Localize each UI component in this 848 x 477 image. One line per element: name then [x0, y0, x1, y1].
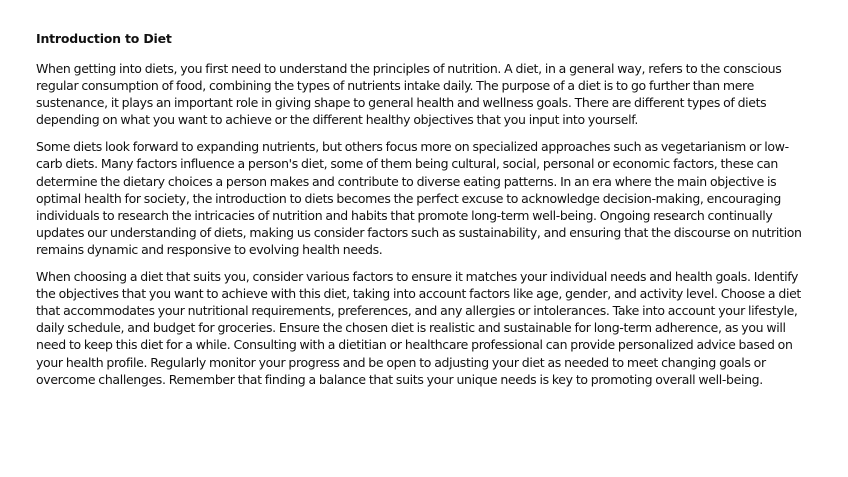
- paragraph-2: Some diets look forward to expanding nutrients, but others focus more on specialized approaches such as vegetarianism or low-carb diets. Many factors influence a person's diet, some of them being cultural, social, personal or economic factors, these can determine the dietary choices a person makes and contribute to diverse eating patterns. In an era where the main objective is optimal health for society, the introduction to diets becomes the perfect excuse to acknowledge decision-making, encouraging individuals to research the intricacies of nutrition and habits that promote long-term well-being. Ongoing research continually updates our understanding of diets, making us consider factors such as sustainability, and ensuring that the discourse on nutrition remains dynamic and responsive to evolving health needs.: [36, 139, 802, 257]
- document-body: [36, 30, 814, 398]
- paragraph-3: When choosing a diet that suits you, consider various factors to ensure it matches your individual needs and health goals. Identify the objectives that you want to achieve with this diet, taking into account factors like age, gender, and activity level. Choose a diet that accommodates your nutritional requirements, preferences, and any allergies or intolerances. Take into account your lifestyle, daily schedule, and budget for groceries. Ensure the chosen diet is realistic and sustainable for long-term adherence, as you will need to keep this diet for a while. Consulting with a dietitian or healthcare professional can provide personalized advice based on your health profile. Regularly monitor your progress and be open to adjusting your diet as needed to meet changing goals or overcome challenges. Remember that finding a balance that suits your unique needs is key to promoting overall well-being.: [36, 269, 801, 387]
- document-title: Introduction to Diet: [36, 31, 172, 46]
- paragraph-1: When getting into diets, you first need to understand the principles of nutrition. A diet, in a general way, refers to the conscious regular consumption of food, combining the types of nutrients intake daily. The purpose of a diet is to go further than mere sustenance, it plays an important role in giving shape to general health and wellness goals. There are different types of diets depending on what you want to achieve or the different healthy objectives that you input into yourself.: [36, 61, 782, 128]
